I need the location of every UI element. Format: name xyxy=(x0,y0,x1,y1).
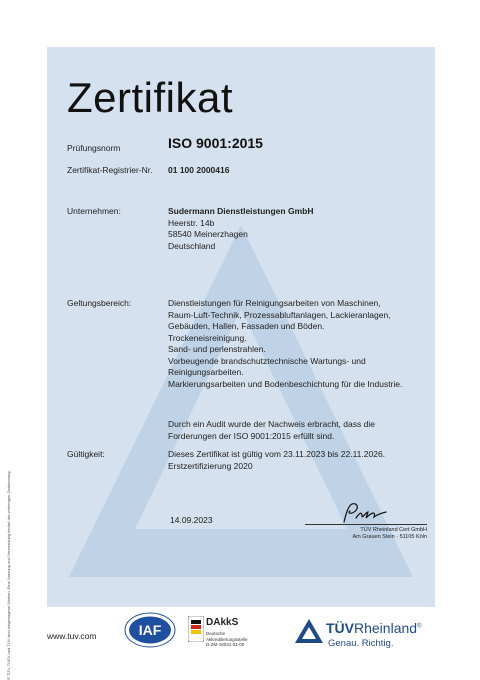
footer-url[interactable]: www.tuv.com xyxy=(47,631,97,641)
company-country: Deutschland xyxy=(168,240,216,251)
tuv-registered-mark: ® xyxy=(417,623,422,630)
tuv-brand xyxy=(326,620,421,636)
scope-line: Raum-Luft-Technik, Prozessabluftanlagen, Lackieranlagen, xyxy=(168,309,391,320)
scope-block xyxy=(168,298,402,390)
validity-line: Dieses Zertifikat ist gültig vom 23.11.2023 bis 22.11.2026. xyxy=(168,449,386,459)
dakks-line: Deutsche xyxy=(206,631,226,636)
scope-line: Markierungsarbeiten und Bodenbeschichtung für die Industrie. xyxy=(168,378,403,389)
validity-block xyxy=(168,449,385,472)
company-block xyxy=(168,206,313,252)
scope-line: Dienstleistungen für Reinigungsarbeiten von Maschinen, xyxy=(168,298,381,308)
audit-line: Forderungen der ISO 9001:2015 erfüllt sind. xyxy=(168,430,335,441)
company-city: 58540 Meinerzhagen xyxy=(168,229,248,239)
validity-label: Gültigkeit: xyxy=(67,449,105,459)
company-street: Heerstr. 14b xyxy=(168,217,215,228)
scope-line: Sand- und perlenstrahlen. xyxy=(168,344,266,354)
dakks-line: Akkreditierungsstelle xyxy=(206,636,248,642)
certificate-title: Zertifikat xyxy=(67,74,234,121)
issue-date: 14.09.2023 xyxy=(170,515,213,525)
trademark-note: ® TÜV, TUEV und TUV sind eingetragene Marken. Eine Nutzung und Verwendung bedarf der vorherigen Zustimmung. xyxy=(6,470,11,680)
iaf-logo-icon xyxy=(124,612,176,648)
tuv-triangle-logo-icon xyxy=(294,618,324,644)
scope-label: Geltungsbereich: xyxy=(67,298,132,308)
signature-line xyxy=(305,524,427,525)
dakks-line: D-ZM-16031-01-00 xyxy=(206,642,245,647)
scope-line: Vorbeugende brandschutztechnische Wartungs- und xyxy=(168,355,366,366)
tuv-slogan: Genau. Richtig. xyxy=(328,638,394,649)
dakks-title: DAkkS xyxy=(206,617,239,628)
dakks-logo-icon xyxy=(188,616,204,642)
issuer-name: TÜV Rheinland Cert GmbH xyxy=(360,527,427,533)
registry-label: Zertifikat-Registrier-Nr. xyxy=(67,165,153,175)
scope-line: Reinigungsarbeiten. xyxy=(168,367,244,377)
registry-value: 01 100 2000416 xyxy=(168,165,230,175)
standard-label: Prüfungsnorm xyxy=(67,143,121,153)
scope-line: Trockeneisreinigung. xyxy=(168,332,247,343)
dakks-details xyxy=(206,631,248,648)
audit-statement xyxy=(168,419,375,442)
standard-value: ISO 9001:2015 xyxy=(168,135,263,151)
signature-icon xyxy=(340,500,390,526)
iaf-logo-text: IAF xyxy=(138,622,162,638)
company-name: Sudermann Dienstleistungen GmbH xyxy=(168,206,314,216)
audit-line: Durch ein Audit wurde der Nachweis erbracht, dass die xyxy=(168,419,375,429)
issuer-block xyxy=(300,527,427,541)
company-label: Unternehmen: xyxy=(67,206,121,216)
issuer-address: Am Grauen Stein · 51105 Köln xyxy=(352,534,427,540)
scope-line: Gebäuden, Hallen, Fassaden und Böden. xyxy=(168,321,325,331)
tuv-brand-b: Rheinland xyxy=(354,620,418,636)
tuv-brand-a: TÜV xyxy=(326,620,354,636)
validity-line: Erstzertifizierung 2020 xyxy=(168,460,253,471)
